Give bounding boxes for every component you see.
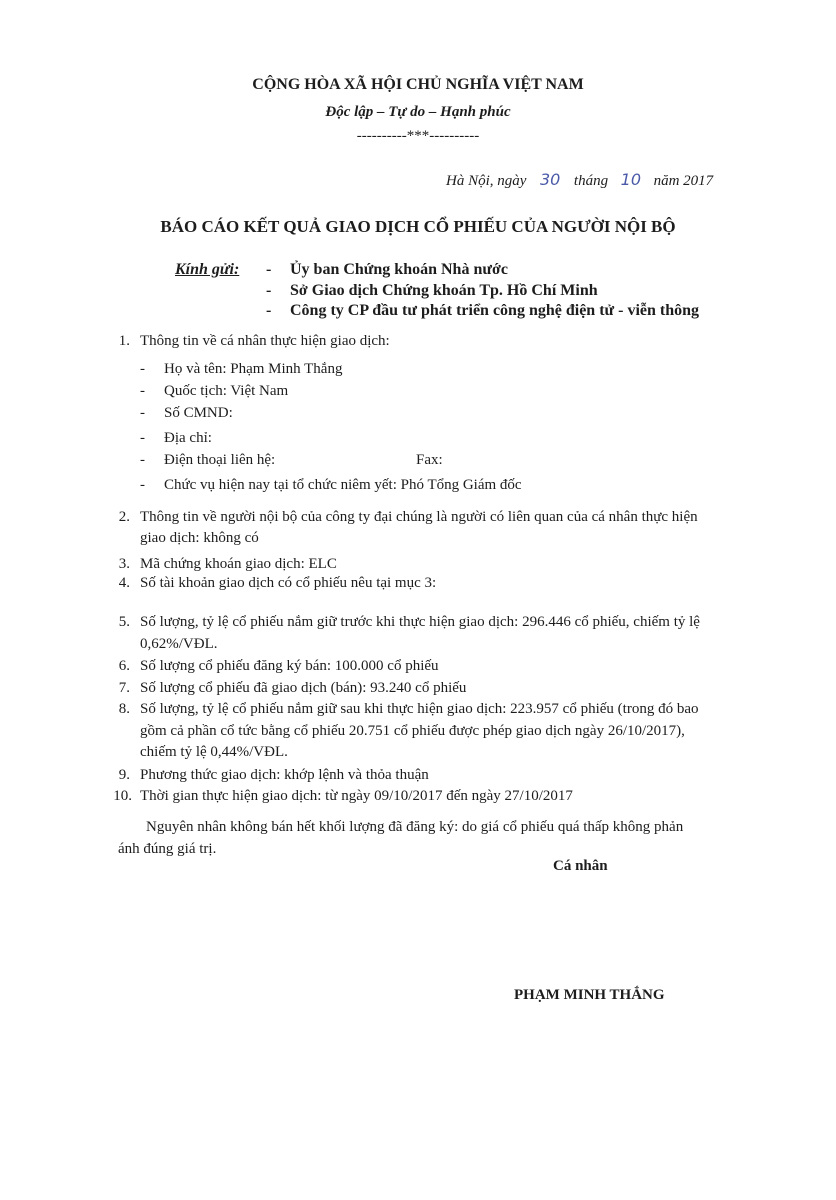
field-phone: - Điện thoại liên hệ: [140,452,276,468]
reason-line: Nguyên nhân không bán hết khối lượng đã đăng ký: do giá cổ phiếu quá thấp không phản [146,819,684,835]
signature-name: PHẠM MINH THẮNG [514,987,665,1003]
field-nationality: - Quốc tịch: Việt Nam [140,383,289,399]
date-line [446,170,713,190]
national-title: CỘNG HÒA XÃ HỘI CHỦ NGHĨA VIỆT NAM [252,76,584,93]
item-number: 1. [118,333,130,349]
section1-heading: Thông tin về cá nhân thực hiện giao dịch: [140,333,390,349]
field-name: - Họ và tên: Phạm Minh Thắng [140,361,343,377]
item-number: 10. [113,788,132,804]
item-number: 4. [118,575,130,591]
field-address: - Địa chỉ: [140,430,212,446]
item-5-line: Số lượng, tỷ lệ cổ phiếu nắm giữ trước khi thực hiện giao dịch: 296.446 cổ phiếu, chiếm tỷ lệ [140,614,700,630]
kinh-gui-label: Kính gửi: [175,261,240,278]
item-9-line: Phương thức giao dịch: khớp lệnh và thỏa thuận [140,767,429,783]
item-number: 5. [118,614,130,630]
recipient-item: - Ủy ban Chứng khoán Nhà nước [266,261,508,278]
item-8-line: chiếm tỷ lệ 0,44%/VĐL. [140,744,288,760]
date-month-label: tháng [573,173,609,189]
date-month: 10 [620,170,642,189]
motto: Độc lập – Tự do – Hạnh phúc [325,104,511,120]
date-day: 30 [539,170,561,189]
report-title: BÁO CÁO KẾT QUẢ GIAO DỊCH CỔ PHIẾU CỦA NGƯỜI NỘI BỘ [160,217,676,236]
reason-line: ánh đúng giá trị. [118,841,217,857]
item-8-line: Số lượng, tỷ lệ cổ phiếu nắm giữ sau khi thực hiện giao dịch: 223.957 cổ phiếu (trong đó bao [140,701,699,717]
item-3-line: Mã chứng khoán giao dịch: ELC [140,556,337,572]
field-fax: Fax: [416,452,443,468]
item-number: 3. [118,556,130,572]
field-position: - Chức vụ hiện nay tại tổ chức niêm yết: Phó Tổng Giám đốc [140,477,522,493]
item-6-line: Số lượng cổ phiếu đăng ký bán: 100.000 cổ phiếu [140,658,439,674]
recipient-item: - Sở Giao dịch Chứng khoán Tp. Hồ Chí Minh [266,282,598,299]
field-id-number: - Số CMND: [140,405,233,421]
recipients-label [175,261,239,279]
item-5-line: 0,62%/VĐL. [140,636,218,652]
item-10-line: Thời gian thực hiện giao dịch: từ ngày 09/10/2017 đến ngày 27/10/2017 [140,788,573,804]
header-separator: ----------***---------- [356,128,480,144]
signature-role: Cá nhân [553,858,608,874]
item-2-line: Thông tin về người nội bộ của công ty đại chúng là người có liên quan của cá nhân thực hiện [140,509,698,525]
recipient-item: - Công ty CP đầu tư phát triển công nghệ điện tử - viễn thông [266,302,700,319]
item-4-line: Số tài khoản giao dịch có cổ phiếu nêu tại mục 3: [140,575,437,591]
item-number: 2. [118,509,130,525]
item-2-line: giao dịch: không có [140,530,259,546]
date-prefix: Hà Nội, ngày [446,173,527,189]
item-number: 9. [118,767,130,783]
item-number: 8. [118,701,130,717]
item-8-line: gồm cả phần cổ tức bằng cổ phiếu 20.751 cổ phiếu được phép giao dịch ngày 26/10/2017), [140,723,685,739]
item-number: 7. [118,680,130,696]
item-number: 6. [118,658,130,674]
date-year: năm 2017 [653,173,714,189]
item-7-line: Số lượng cổ phiếu đã giao dịch (bán): 93.240 cổ phiếu [140,680,467,696]
